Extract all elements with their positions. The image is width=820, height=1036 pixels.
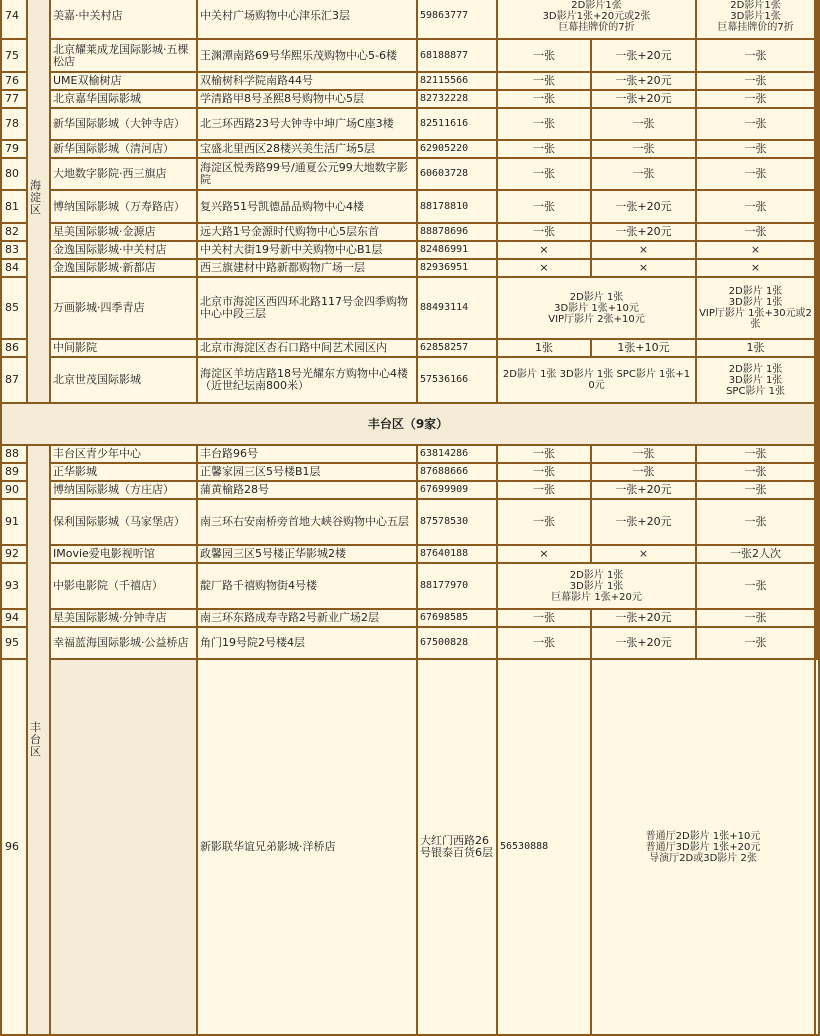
- row-number: 91: [2, 500, 26, 544]
- cinema-phone: 82732228: [418, 91, 496, 107]
- table-row: [2, 482, 818, 498]
- offer-2d: 一张: [498, 224, 590, 240]
- cinema-address: 海淀区悦秀路99号/通夏公元99大地数字影院: [198, 159, 416, 189]
- offer-member: 2D影片 1张 3D影片 1张 SPC影片 1张: [697, 358, 814, 402]
- offer-other: 一张: [697, 109, 814, 139]
- offer-weekday: 2D影片1张 3D影片1张+20元或2张 巨幕挂牌价的7折: [498, 0, 695, 38]
- row-number: 75: [2, 40, 26, 71]
- table-row: [2, 500, 818, 544]
- cinema-address: 王渊潭南路69号华熙乐茂购物中心5-6楼: [198, 40, 416, 71]
- table-row: [2, 191, 818, 222]
- table-row: [2, 546, 818, 562]
- cinema-address: 靛厂路千禧购物街4号楼: [198, 564, 416, 608]
- table-row: [2, 464, 818, 480]
- table-row: [2, 628, 818, 658]
- offer-2d: 一张: [498, 191, 590, 222]
- district-haidian: 海 淀 区: [28, 0, 49, 402]
- cinema-phone: 87640188: [418, 546, 496, 562]
- cinema-address: 南三环东路成寿寺路2号新业广场2层: [198, 610, 416, 626]
- row-number: 87: [2, 358, 26, 402]
- row-number: 86: [2, 340, 26, 356]
- offer-other: 一张: [697, 610, 814, 626]
- offer-3d: 一张+20元: [592, 40, 695, 71]
- cinema-address: 海淀区羊坊店路18号光耀东方购物中心4楼（近世纪坛南800米）: [198, 358, 416, 402]
- cinema-name: 正华影城: [51, 464, 196, 480]
- cinema-phone: 68188877: [418, 40, 496, 71]
- row-number: 92: [2, 546, 26, 562]
- cinema-name: 中间影院: [51, 340, 196, 356]
- cinema-address: 西三旗建材中路新都购物广场一层: [198, 260, 416, 276]
- cinema-name: 新华国际影城（大钟寺店）: [51, 109, 196, 139]
- offer-weekday: 2D影片 1张 3D影片 1张+10元 VIP厅影片 2张+10元: [498, 278, 695, 338]
- cinema-name: 金逸国际影城·中关村店: [51, 242, 196, 258]
- row-number: 81: [2, 191, 26, 222]
- cinema-name: 博纳国际影城（方庄店）: [51, 482, 196, 498]
- offer-weekday: 2D影片 1张 3D影片 1张 巨幕影片 1张+20元: [498, 564, 695, 608]
- offer-member: 2D影片 1张 3D影片 1张 VIP厅影片 1张+30元或2张: [697, 278, 814, 338]
- offer-other: ×: [697, 260, 814, 276]
- cinema-phone: 88493114: [418, 278, 496, 338]
- cinema-phone: 82936951: [418, 260, 496, 276]
- cinema-phone: 63814286: [418, 446, 496, 462]
- offer-2d: 一张: [498, 610, 590, 626]
- cinema-address: 北京市海淀区杏石口路中间艺术园区内: [198, 340, 416, 356]
- cinema-address: 蒲黄榆路28号: [198, 482, 416, 498]
- cinema-phone: 87688666: [418, 464, 496, 480]
- cinema-name: 金逸国际影城·新都店: [51, 260, 196, 276]
- cinema-name: 北京嘉华国际影城: [51, 91, 196, 107]
- cinema-phone: 57536166: [418, 358, 496, 402]
- cinema-address: 中关村大街19号新中关购物中心B1层: [198, 242, 416, 258]
- cinema-address: 宝盛北里西区28楼兴美生活广场5层: [198, 141, 416, 157]
- offer-other: 1张: [697, 340, 814, 356]
- offer-3d: 一张: [592, 464, 695, 480]
- offer-other: 一张2人次: [697, 546, 814, 562]
- cinema-name: 博纳国际影城（万寿路店）: [51, 191, 196, 222]
- cinema-address: 大红门西路26号银泰百货6层: [418, 660, 496, 1034]
- offer-3d: 1张+10元: [592, 340, 695, 356]
- table-row: [2, 40, 818, 71]
- offer-2d: 一张: [498, 464, 590, 480]
- offer-3d: 一张+20元: [592, 500, 695, 544]
- table-row: [2, 278, 818, 338]
- offer-2d: ×: [498, 242, 590, 258]
- offer-member: 一张: [697, 564, 814, 608]
- cinema-address: 丰台路96号: [198, 446, 416, 462]
- table-row: [2, 358, 818, 402]
- cinema-address: 中关村广场购物中心津乐汇3层: [198, 0, 416, 38]
- offer-2d: 一张: [498, 500, 590, 544]
- offer-3d: 一张: [592, 109, 695, 139]
- offer-3d: ×: [592, 242, 695, 258]
- cinema-phone: 82486991: [418, 242, 496, 258]
- section-title: 丰台区（9家）: [2, 404, 814, 444]
- row-number: 95: [2, 628, 26, 658]
- cinema-phone: 62905220: [418, 141, 496, 157]
- cinema-address: 北京市海淀区西四环北路117号金四季购物中心中段三层: [198, 278, 416, 338]
- row-number: 80: [2, 159, 26, 189]
- cinema-name: 万画影城·四季青店: [51, 278, 196, 338]
- cinema-address: 北三环西路23号大钟寺中坤广场C座3楼: [198, 109, 416, 139]
- table-row: [2, 91, 818, 107]
- row-number: 85: [2, 278, 26, 338]
- cinema-name: 保利国际影城（马家堡店）: [51, 500, 196, 544]
- row-number: 96: [2, 660, 26, 1034]
- cinema-phone: 82115566: [418, 73, 496, 89]
- offer-3d: ×: [592, 260, 695, 276]
- cinema-phone: 88177970: [418, 564, 496, 608]
- cinema-phone: 88178810: [418, 191, 496, 222]
- offer-other: 一张: [697, 40, 814, 71]
- offer-3d: 一张: [592, 446, 695, 462]
- offer-3d: 一张+20元: [592, 610, 695, 626]
- table-row: [2, 242, 818, 258]
- offer-other: 一张: [697, 446, 814, 462]
- row-number: 79: [2, 141, 26, 157]
- cinema-phone: 62858257: [418, 340, 496, 356]
- cinema-name: 大地数字影院·西三旗店: [51, 159, 196, 189]
- section-header-row: [2, 404, 818, 444]
- row-number: 77: [2, 91, 26, 107]
- cinema-name: 幸福蓝海国际影城·公益桥店: [51, 628, 196, 658]
- offer-2d: 一张: [498, 482, 590, 498]
- cinema-phone: 67699909: [418, 482, 496, 498]
- offer-2d: 一张: [498, 446, 590, 462]
- offer-3d: ×: [592, 546, 695, 562]
- offer-3d: 一张+20元: [592, 73, 695, 89]
- offer-3d: 一张+20元: [592, 482, 695, 498]
- table-row: [2, 141, 818, 157]
- offer-3d: 一张+20元: [592, 91, 695, 107]
- table-row: [2, 446, 818, 462]
- cinema-name: 中影电影院（千禧店）: [51, 564, 196, 608]
- cinema-name: IMovie爱电影视听馆: [51, 546, 196, 562]
- row-number: 82: [2, 224, 26, 240]
- offer-other: 一张: [697, 482, 814, 498]
- offer-3d: 一张+20元: [592, 628, 695, 658]
- cinema-name: 星美国际影城·金源店: [51, 224, 196, 240]
- offer-other: 一张: [697, 500, 814, 544]
- offer-2d: 一张: [498, 73, 590, 89]
- offer-other: 一张: [697, 73, 814, 89]
- cinema-phone: 67698585: [418, 610, 496, 626]
- cinema-name: 新华国际影城（清河店）: [51, 141, 196, 157]
- cinema-address: 远大路1号金源时代购物中心5层东首: [198, 224, 416, 240]
- offer-member: [816, 660, 818, 1034]
- offer-other: ×: [697, 242, 814, 258]
- row-number: 89: [2, 464, 26, 480]
- offer-other: 一张: [697, 628, 814, 658]
- row-number: 78: [2, 109, 26, 139]
- cinema-name: 丰台区青少年中心: [51, 446, 196, 462]
- table-row: [2, 73, 818, 89]
- offer-2d: 一张: [498, 141, 590, 157]
- cinema-phone: 60603728: [418, 159, 496, 189]
- offer-weekday: 普通厅2D影片 1张+10元 普通厅3D影片 1张+20元 导演厅2D或3D影片 2张: [592, 660, 814, 1034]
- offer-2d: 一张: [498, 159, 590, 189]
- cinema-address: 正馨家园三区5号楼B1层: [198, 464, 416, 480]
- cinema-address: 学清路甲8号圣熙8号购物中心5层: [198, 91, 416, 107]
- cinema-phone: 87578530: [418, 500, 496, 544]
- cinema-phone: 88878696: [418, 224, 496, 240]
- table-row: [2, 159, 818, 189]
- cinema-phone: 56530888: [498, 660, 590, 1034]
- offer-member: 2D影片1张 3D影片1张 巨幕挂牌价的7折: [697, 0, 814, 38]
- table-row: [2, 340, 818, 356]
- offer-other: 一张: [697, 464, 814, 480]
- cinema-name: 星美国际影城·分钟寺店: [51, 610, 196, 626]
- table-row: [2, 660, 818, 1034]
- cinema-name: UME双榆树店: [51, 73, 196, 89]
- row-number: 74: [2, 0, 26, 38]
- cinema-address: 角门19号院2号楼4层: [198, 628, 416, 658]
- row-number: 94: [2, 610, 26, 626]
- offer-2d: ×: [498, 546, 590, 562]
- row-number: 93: [2, 564, 26, 608]
- offer-2d: ×: [498, 260, 590, 276]
- district-fengtai: 丰 台 区: [28, 446, 49, 1034]
- offer-other: 一张: [697, 191, 814, 222]
- offer-other: 一张: [697, 159, 814, 189]
- offer-3d: 一张: [592, 159, 695, 189]
- row-number: 83: [2, 242, 26, 258]
- table-row: [2, 109, 818, 139]
- district-spacer: [51, 660, 196, 1034]
- offer-other: 一张: [697, 224, 814, 240]
- offer-other: 一张: [697, 91, 814, 107]
- offer-2d: 一张: [498, 109, 590, 139]
- row-number: 88: [2, 446, 26, 462]
- cinema-address: 双榆树科学院南路44号: [198, 73, 416, 89]
- cinema-phone: 67500828: [418, 628, 496, 658]
- offer-other: 一张: [697, 141, 814, 157]
- cinema-address: 南三环右安南桥旁首地大峡谷购物中心五层: [198, 500, 416, 544]
- cinema-name: 北京耀莱成龙国际影城·五棵松店: [51, 40, 196, 71]
- table-row: [2, 0, 818, 38]
- cinema-name: 北京世茂国际影城: [51, 358, 196, 402]
- table-row: [2, 610, 818, 626]
- offer-3d: 一张: [592, 141, 695, 157]
- cinema-address: 复兴路51号凯德晶品购物中心4楼: [198, 191, 416, 222]
- table-row: [2, 564, 818, 608]
- offer-3d: 一张+20元: [592, 191, 695, 222]
- cinema-phone: 82511616: [418, 109, 496, 139]
- cinema-address: 政馨园三区5号楼正华影城2楼: [198, 546, 416, 562]
- cinema-name: 美嘉·中关村店: [51, 0, 196, 38]
- table-row: [2, 260, 818, 276]
- offer-weekday: 2D影片 1张 3D影片 1张 SPC影片 1张+10元: [498, 358, 695, 402]
- offer-2d: 一张: [498, 40, 590, 71]
- row-number: 84: [2, 260, 26, 276]
- offer-2d: 一张: [498, 628, 590, 658]
- cinema-phone: 59863777: [418, 0, 496, 38]
- row-number: 76: [2, 73, 26, 89]
- offer-2d: 1张: [498, 340, 590, 356]
- cinema-name: 新影联华谊兄弟影城·洋桥店: [198, 660, 416, 1034]
- table-row: [2, 224, 818, 240]
- offer-2d: 一张: [498, 91, 590, 107]
- row-number: 90: [2, 482, 26, 498]
- offer-3d: 一张+20元: [592, 224, 695, 240]
